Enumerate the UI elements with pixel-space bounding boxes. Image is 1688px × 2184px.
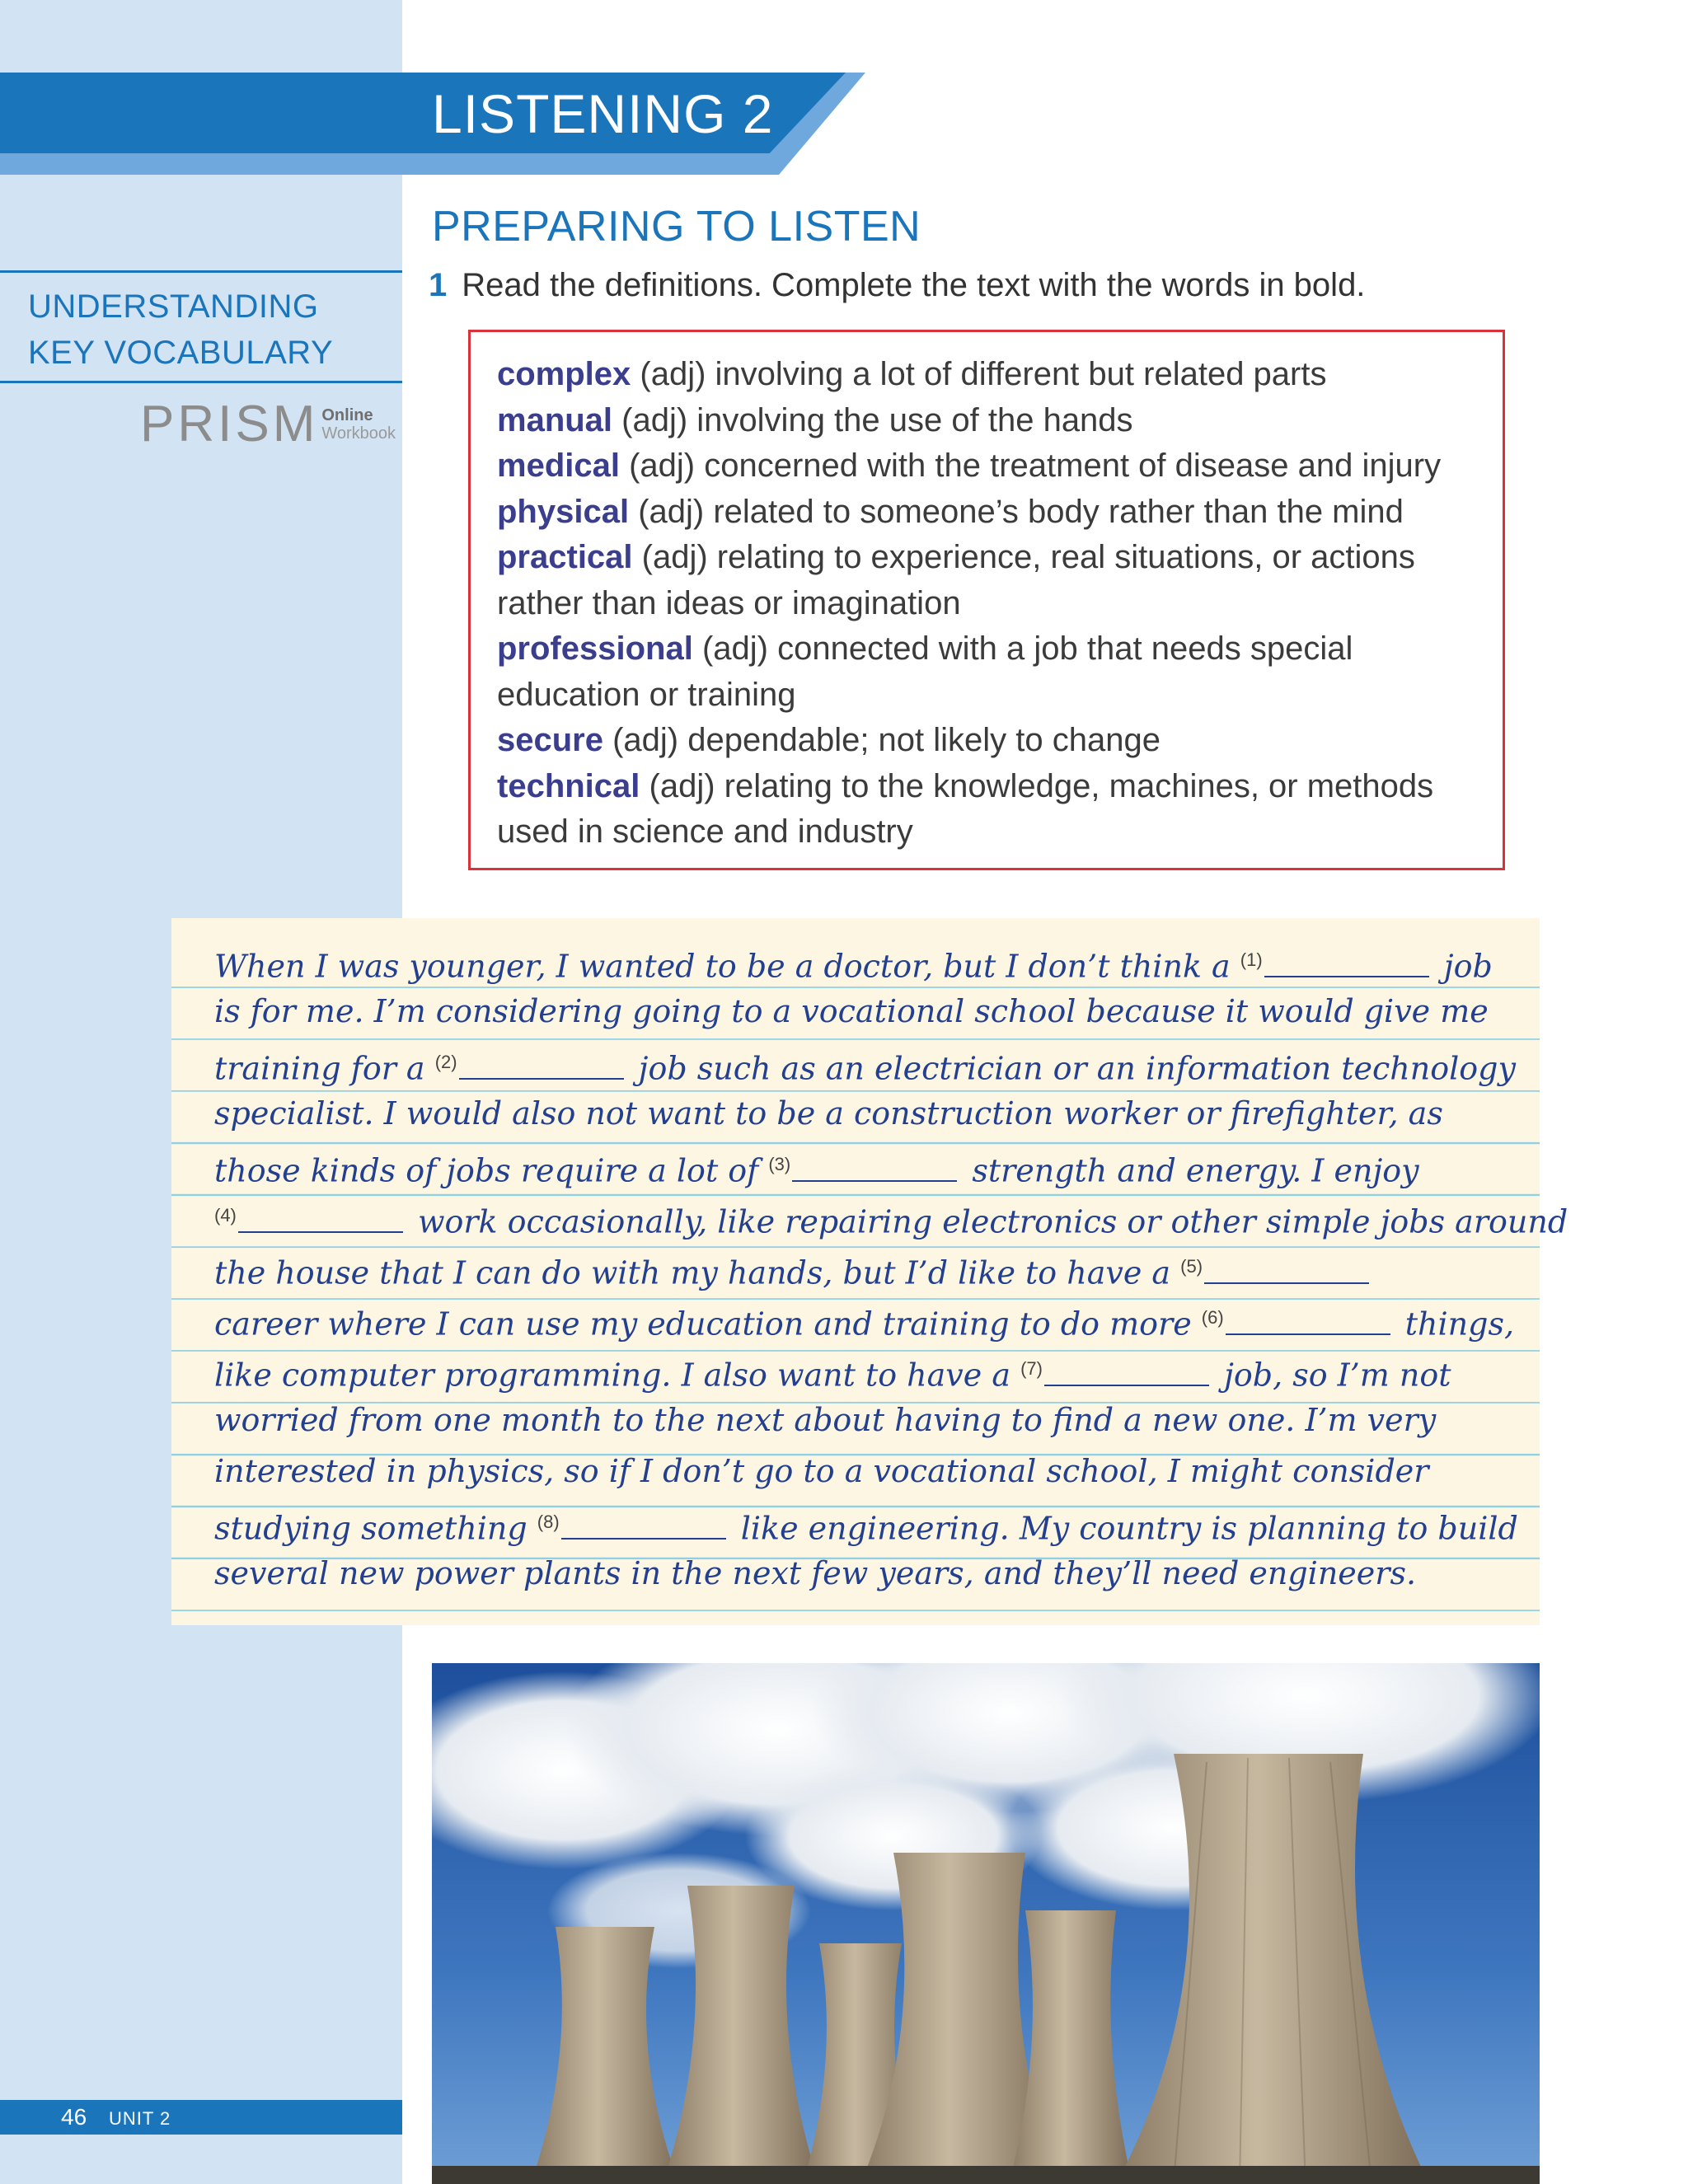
note-line-9 (214, 1348, 1451, 1396)
answer-blank-7[interactable] (1044, 1361, 1209, 1386)
handwritten-note (171, 918, 1568, 1625)
answer-blank-5[interactable] (1204, 1259, 1369, 1284)
note-text: When I was younger, I wanted to be a doctor, but I don’t think a (214, 948, 1231, 985)
blank-number: (1) (1240, 949, 1263, 970)
definition-text: (adj) connected with a job that needs special (692, 630, 1353, 667)
note-text: things, (1404, 1305, 1515, 1343)
note-text: training for a (214, 1050, 425, 1087)
note-text: job (1443, 948, 1493, 985)
sidebar-divider-bottom (0, 381, 402, 383)
definition-text: (adj) concerned with the treatment of disease and injury (619, 448, 1442, 484)
blank-number: (7) (1020, 1358, 1043, 1379)
answer-blank-8[interactable] (561, 1515, 726, 1540)
section-label-line2: KEY VOCABULARY (28, 335, 334, 371)
section-label-line1: UNDERSTANDING (28, 288, 319, 325)
definition-text: rather than ideas or imagination (497, 584, 961, 621)
note-line-2 (214, 991, 1489, 1032)
sidebar-divider-top (0, 270, 402, 273)
note-text: like computer programming. I also want to have a (214, 1357, 1010, 1394)
exercise-number: 1 (429, 267, 448, 303)
definition-term: practical (497, 539, 633, 575)
note-text: work occasionally, like repairing electronics or other simple jobs around (417, 1203, 1568, 1240)
answer-blank-1[interactable] (1264, 953, 1429, 977)
definition-term: medical (497, 448, 620, 484)
definition-text: (adj) relating to the knowledge, machines, or methods (640, 767, 1434, 804)
note-text: strength and energy. I enjoy (972, 1152, 1419, 1189)
note-line-10 (214, 1399, 1436, 1441)
definition-term: manual (497, 401, 613, 438)
page-title: LISTENING 2 (432, 83, 774, 144)
note-line-6 (214, 1195, 1568, 1243)
logo-online: Online (321, 406, 373, 424)
page-number: 46 (61, 2104, 87, 2130)
blank-number: (4) (214, 1205, 237, 1226)
note-line-12 (214, 1502, 1518, 1549)
answer-blank-3[interactable] (792, 1157, 957, 1182)
note-text: the house that I can do with my hands, but I’d like to have a (214, 1254, 1171, 1291)
note-text: like engineering. My country is planning to build (740, 1510, 1518, 1547)
note-text: studying something (214, 1510, 528, 1547)
definition-line (497, 764, 1478, 810)
definition-line (497, 443, 1478, 490)
blank-number: (8) (537, 1511, 560, 1532)
note-line-5 (214, 1144, 1419, 1192)
definition-term: complex (497, 356, 631, 392)
note-text: job, so I’m not (1224, 1357, 1451, 1394)
note-text: several new power plants in the next few years, and they’ll need engineers. (214, 1555, 1417, 1591)
blank-number: (2) (434, 1052, 457, 1072)
definition-term: technical (497, 767, 640, 804)
answer-blank-6[interactable] (1226, 1310, 1390, 1335)
definition-text: (adj) relating to experience, real situations, or actions (632, 539, 1415, 575)
note-text: specialist. I would also not want to be a construction worker or firefighter, as (214, 1095, 1443, 1132)
logo-word: PRISM (140, 396, 319, 452)
cooling-towers-illustration (432, 1663, 1540, 2184)
cooling-towers-photo (432, 1663, 1540, 2184)
definition-term: professional (497, 630, 693, 667)
definition-line (497, 673, 1478, 719)
definition-text: (adj) dependable; not likely to change (603, 722, 1160, 758)
unit-label: UNIT 2 (109, 2108, 171, 2129)
definitions-box (468, 330, 1505, 870)
note-line-1 (214, 940, 1493, 987)
note-text: job such as an electrician or an information technology (638, 1050, 1516, 1087)
definition-text: used in science and industry (497, 813, 913, 850)
logo-workbook: Workbook (321, 424, 396, 443)
note-line-13 (214, 1553, 1416, 1594)
note-line-3 (214, 1042, 1516, 1090)
instruction-text: Read the definitions. Complete the text with the words in bold. (462, 267, 1366, 303)
note-text: worried from one month to the next about having to find a new one. I’m very (214, 1402, 1437, 1438)
answer-blank-2[interactable] (459, 1055, 624, 1080)
note-line-4 (214, 1093, 1443, 1134)
definition-line (497, 352, 1478, 398)
note-line-7 (214, 1246, 1374, 1294)
section-heading: PREPARING TO LISTEN (432, 203, 921, 251)
definition-term: secure (497, 722, 603, 758)
definition-text: (adj) related to someone’s body rather than the mind (629, 493, 1404, 530)
definition-line (497, 718, 1478, 764)
definition-line (497, 490, 1478, 536)
definition-text: (adj) involving the use of the hands (612, 401, 1133, 438)
logo-subtitle (321, 407, 396, 442)
exercise-instruction (429, 262, 1365, 308)
note-text: career where I can use my education and training to do more (214, 1305, 1192, 1343)
definition-text: (adj) involving a lot of different but related parts (631, 356, 1327, 392)
note-line-8 (214, 1297, 1514, 1345)
definition-line (497, 809, 1478, 855)
note-text: interested in physics, so if I don’t go to a vocational school, I might consider (214, 1453, 1429, 1489)
definition-term: physical (497, 493, 630, 530)
note-line-11 (214, 1451, 1428, 1492)
answer-blank-4[interactable] (238, 1208, 403, 1233)
definition-line (497, 535, 1478, 581)
definition-line (497, 626, 1478, 673)
definition-line (497, 398, 1478, 444)
definition-text: education or training (497, 676, 796, 713)
blank-number: (5) (1180, 1256, 1203, 1277)
definition-line (497, 581, 1478, 627)
blank-number: (3) (768, 1154, 791, 1174)
prism-online-workbook-logo[interactable] (140, 396, 396, 452)
note-text: is for me. I’m considering going to a vocational school because it would give me (214, 993, 1489, 1029)
section-label (28, 284, 391, 376)
note-text: those kinds of jobs require a lot of (214, 1152, 759, 1189)
blank-number: (6) (1201, 1307, 1224, 1328)
